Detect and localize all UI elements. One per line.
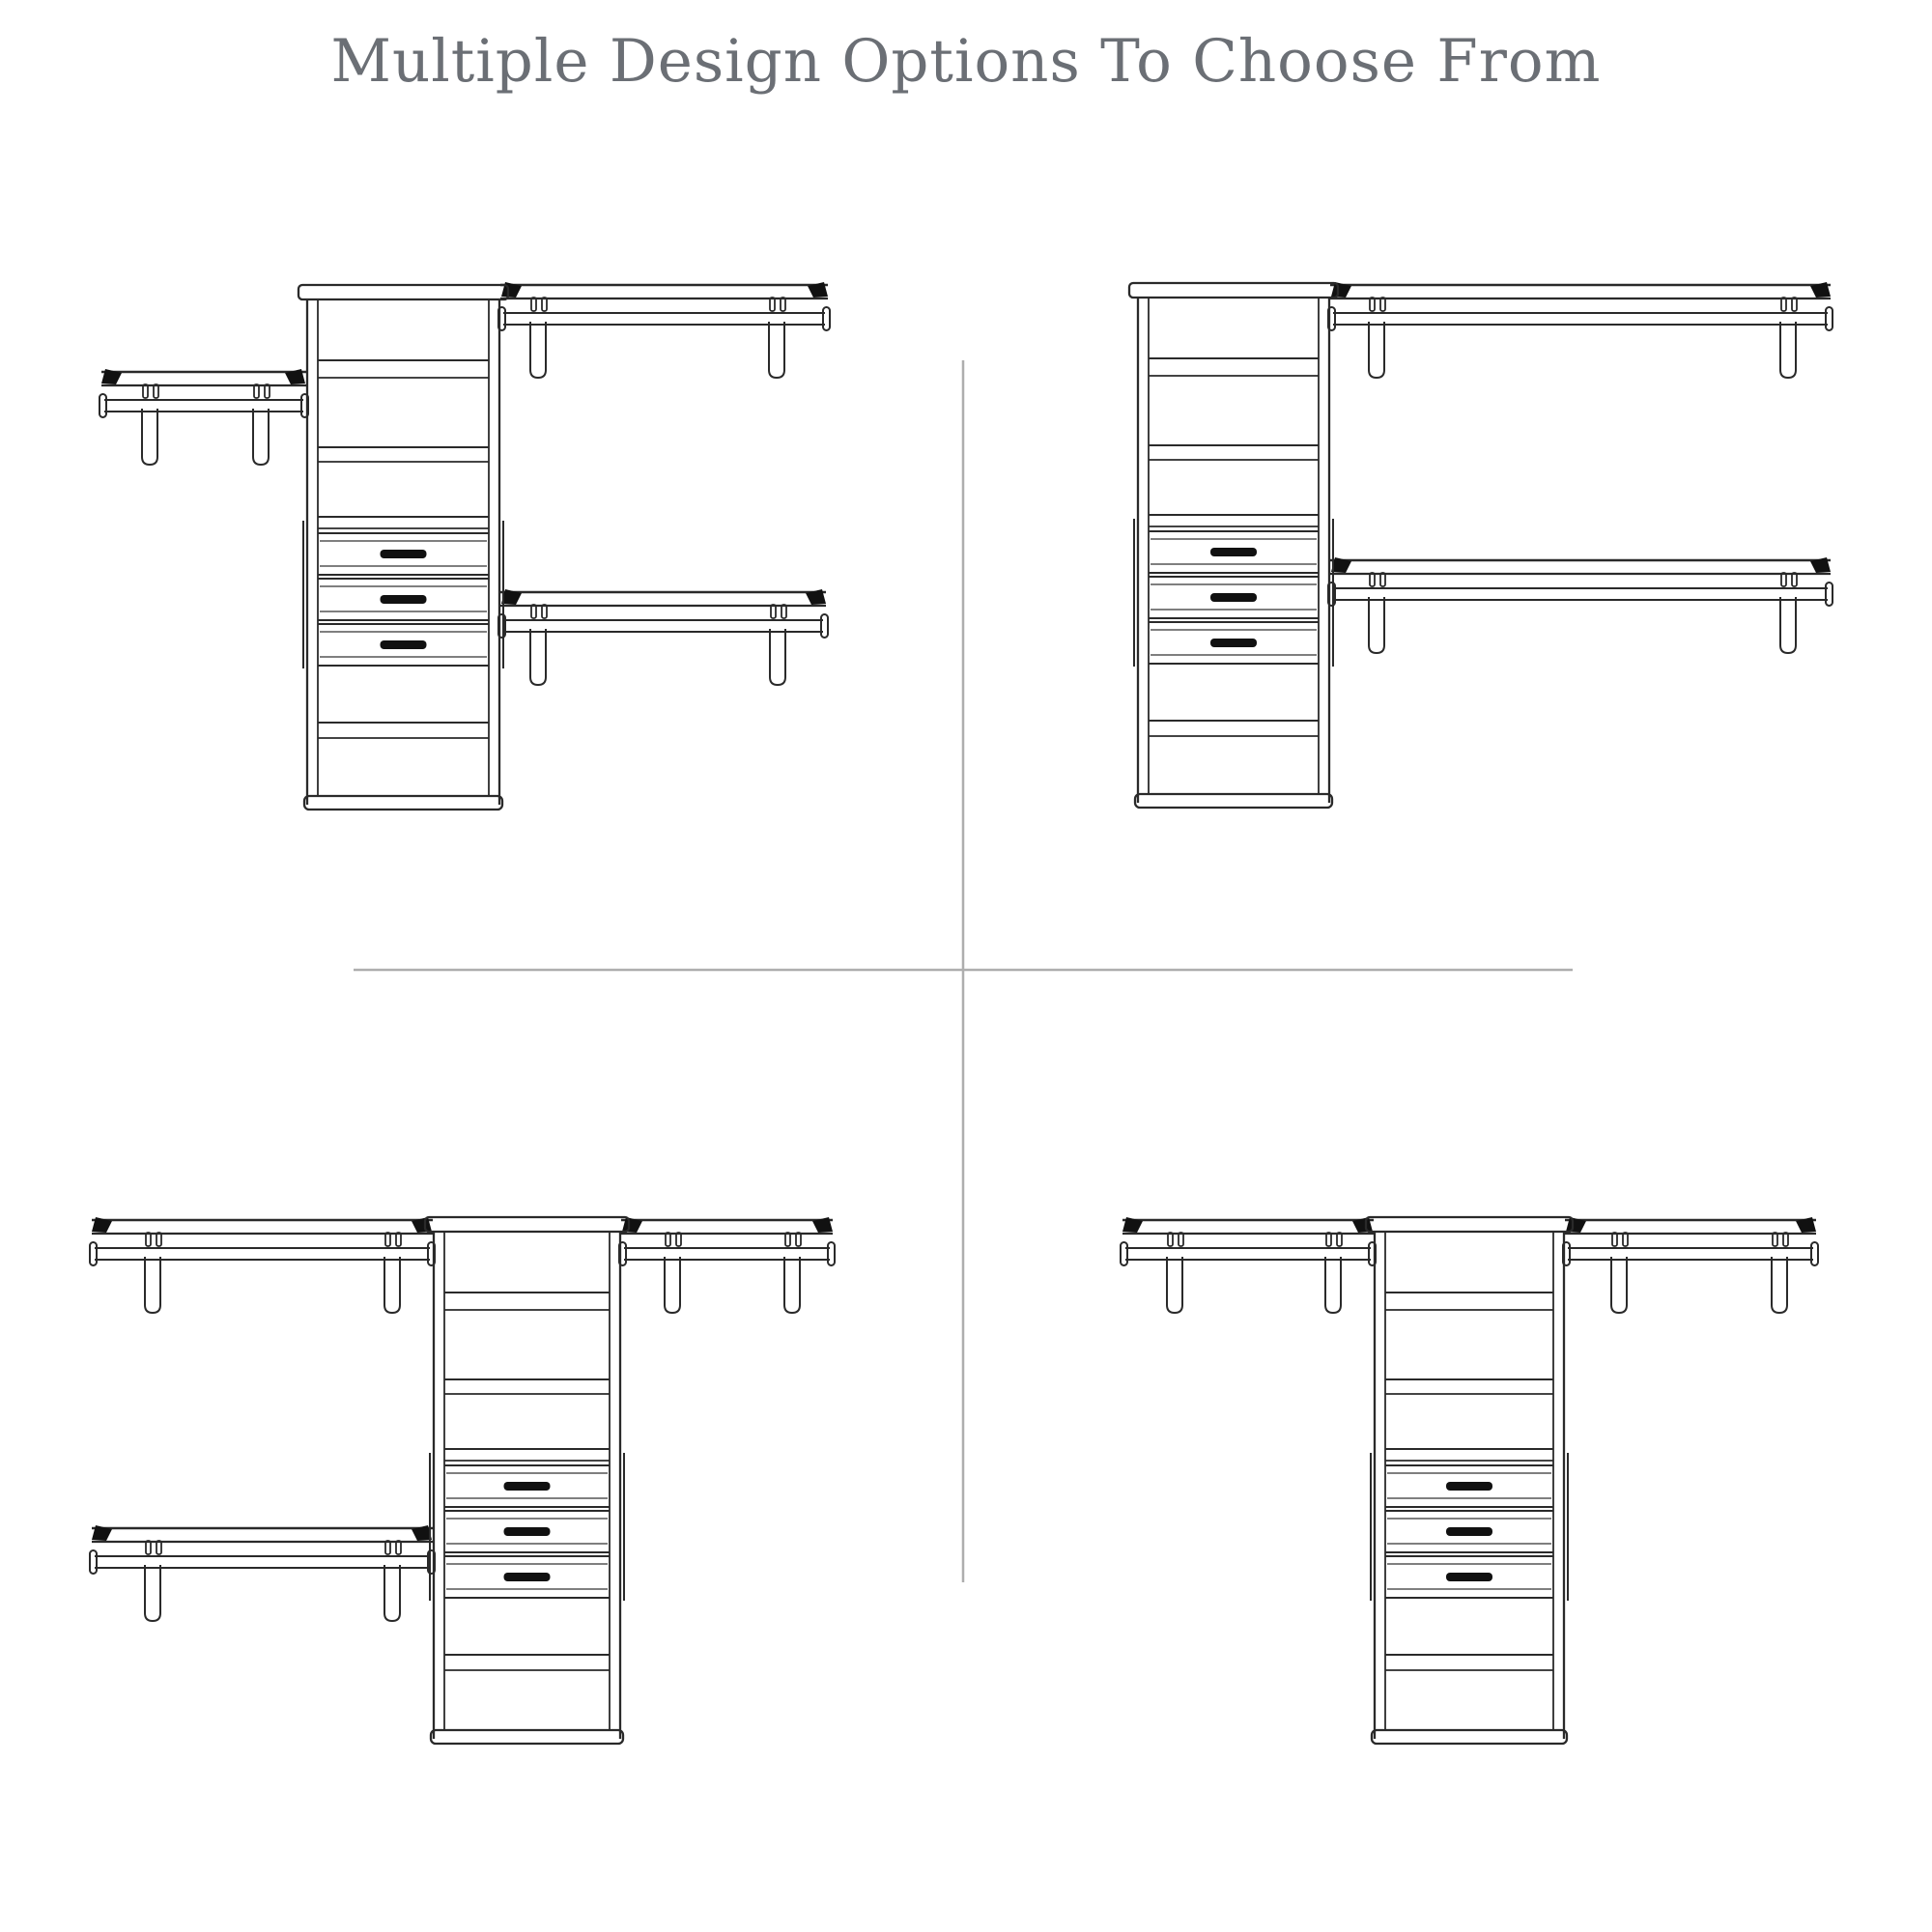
- rod-end-cap: [821, 614, 828, 638]
- hanger-hook: [253, 409, 269, 465]
- hanger-hook: [530, 629, 546, 685]
- shelf-and-rod-arm: [1328, 282, 1833, 378]
- hanger-hook: [1369, 597, 1384, 653]
- tower-top-cap: [425, 1217, 629, 1232]
- rod-end-cap: [1826, 307, 1833, 330]
- design-option-4: [1121, 1217, 1818, 1744]
- rod-end-cap: [90, 1550, 97, 1574]
- shelf-and-rod-arm: [90, 1217, 435, 1313]
- shelf-and-rod-arm: [1328, 557, 1833, 653]
- hanger-hook: [665, 1257, 680, 1313]
- hanger-hook: [1772, 1257, 1787, 1313]
- hanger-hook: [142, 409, 157, 465]
- drawer-handle: [1210, 639, 1257, 647]
- rod-end-cap: [1121, 1242, 1127, 1265]
- page-title: Multiple Design Options To Choose From: [330, 27, 1602, 96]
- shelf-and-rod-arm: [99, 369, 308, 465]
- shelf-and-rod-arm: [1121, 1217, 1376, 1313]
- shelf-tower: [1366, 1217, 1573, 1744]
- hanger-hook: [1611, 1257, 1627, 1313]
- drawer-handle: [1210, 593, 1257, 602]
- drawer-handle: [381, 550, 427, 558]
- rod-end-cap: [1826, 582, 1833, 606]
- hanger-hook: [784, 1257, 800, 1313]
- hanger-hook: [1369, 322, 1384, 378]
- shelf-and-rod-arm: [619, 1217, 835, 1313]
- design-option-2: [1129, 282, 1833, 808]
- tower-bottom-cap: [1135, 794, 1332, 808]
- shelf-tower: [298, 285, 508, 810]
- drawer-handle: [1446, 1527, 1492, 1536]
- rod-end-cap: [90, 1242, 97, 1265]
- design-option-3: [90, 1217, 835, 1744]
- hanger-hook: [530, 322, 546, 378]
- drawer-handle: [1210, 548, 1257, 556]
- rod-end-cap: [99, 394, 106, 417]
- hanger-hook: [1167, 1257, 1182, 1313]
- shelf-tower: [1129, 283, 1338, 808]
- drawer-handle: [504, 1573, 551, 1581]
- tower-bottom-cap: [431, 1730, 623, 1744]
- hanger-hook: [770, 629, 785, 685]
- hanger-hook: [384, 1257, 400, 1313]
- shelf-and-rod-arm: [498, 282, 830, 378]
- hanger-hook: [769, 322, 784, 378]
- drawer-handle: [504, 1527, 551, 1536]
- shelf-and-rod-arm: [90, 1525, 435, 1621]
- hanger-hook: [1780, 597, 1796, 653]
- rod-end-cap: [1811, 1242, 1818, 1265]
- drawer-handle: [504, 1482, 551, 1491]
- shelf-tower: [425, 1217, 629, 1744]
- drawer-handle: [1446, 1482, 1492, 1491]
- hanger-hook: [1780, 322, 1796, 378]
- drawer-handle: [1446, 1573, 1492, 1581]
- rod-end-cap: [828, 1242, 835, 1265]
- design-option-1: [99, 282, 830, 810]
- tower-top-cap: [1366, 1217, 1573, 1232]
- tower-top-cap: [1129, 283, 1338, 298]
- hanger-hook: [384, 1565, 400, 1621]
- tower-bottom-cap: [1372, 1730, 1567, 1744]
- shelf-and-rod-arm: [1563, 1217, 1818, 1313]
- drawer-handle: [381, 640, 427, 649]
- shelf-and-rod-arm: [498, 589, 828, 685]
- hanger-hook: [145, 1257, 160, 1313]
- tower-bottom-cap: [304, 796, 502, 810]
- hanger-hook: [145, 1565, 160, 1621]
- rod-end-cap: [823, 307, 830, 330]
- hanger-hook: [1325, 1257, 1341, 1313]
- tower-top-cap: [298, 285, 508, 299]
- drawer-handle: [381, 595, 427, 604]
